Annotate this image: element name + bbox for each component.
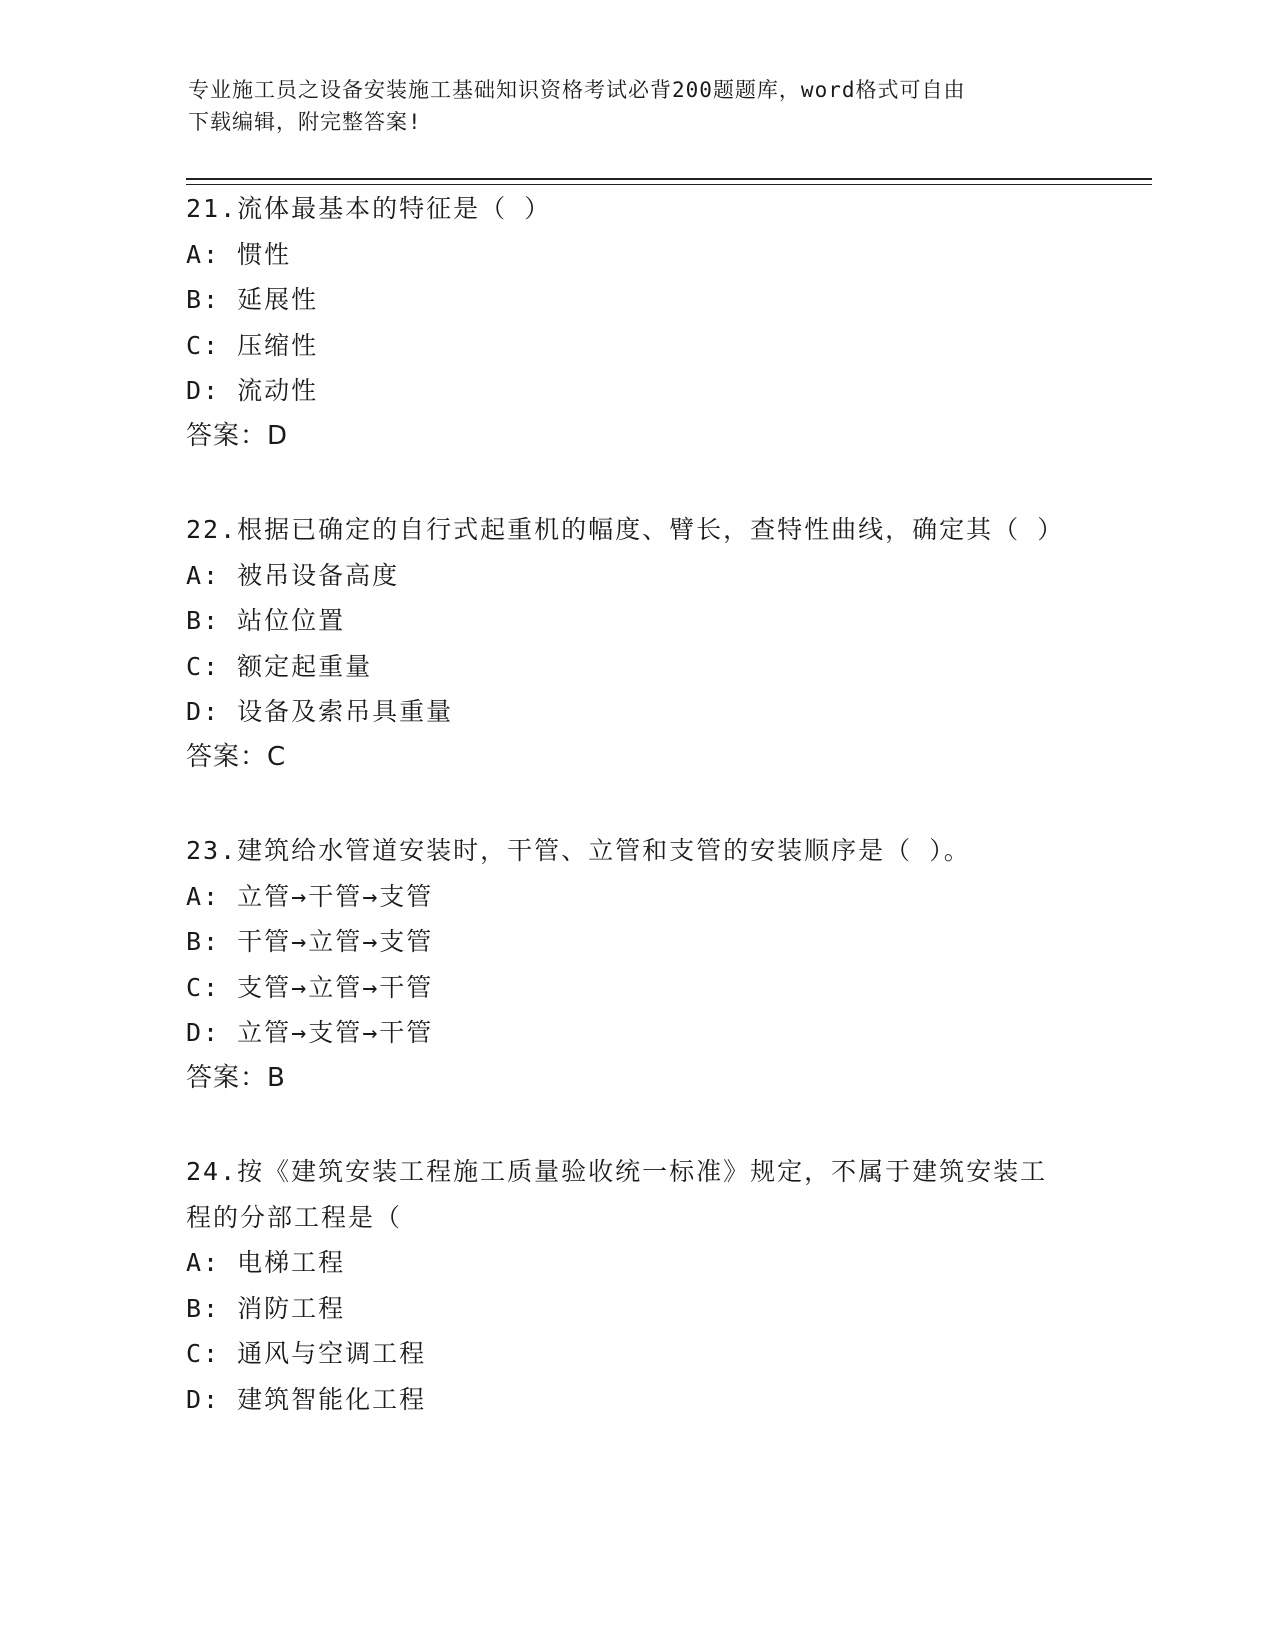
question-list [186, 186, 1086, 1470]
option-c: C: 压缩性 [186, 330, 319, 360]
option-d: D: 立管→支管→干管 [186, 1018, 434, 1047]
question-21 [186, 186, 1086, 459]
question-stem: 22.根据已确定的自行式起重机的幅度、臂长，查特性曲线，确定其（ ） [186, 515, 1065, 544]
question-stem: 24.按《建筑安装工程施工质量验收统一标准》规定，不属于建筑安装工程的分部工程是（ [186, 1157, 1048, 1232]
option-a: A: 电梯工程 [186, 1248, 346, 1277]
header-divider-thin [186, 184, 1152, 185]
option-d: D: 建筑智能化工程 [186, 1384, 427, 1414]
answer-line: 答案：C [186, 741, 287, 772]
answer-line: 答案：D [186, 420, 289, 451]
header-line-1: 专业施工员之设备安装施工基础知识资格考试必背200题题库，word格式可自由 [188, 78, 966, 102]
question-stem: 23.建筑给水管道安装时，干管、立管和支管的安装顺序是（ ）。 [186, 836, 971, 865]
question-22 [186, 507, 1086, 780]
option-a: A: 被吊设备高度 [186, 560, 400, 590]
option-b: B: 消防工程 [186, 1293, 346, 1323]
option-d: D: 设备及索吊具重量 [186, 697, 454, 726]
document-header [188, 74, 1088, 138]
option-b: B: 延展性 [186, 285, 319, 314]
option-c: C: 支管→立管→干管 [186, 972, 434, 1002]
question-stem: 21.流体最基本的特征是（ ） [186, 194, 552, 223]
header-line-2: 下载编辑，附完整答案! [188, 110, 422, 134]
option-b: B: 干管→立管→支管 [186, 927, 434, 956]
option-c: C: 额定起重量 [186, 651, 373, 681]
question-24 [186, 1149, 1086, 1422]
option-b: B: 站位位置 [186, 606, 346, 635]
answer-line: 答案：B [186, 1062, 286, 1093]
option-d: D: 流动性 [186, 376, 319, 405]
option-a: A: 立管→干管→支管 [186, 881, 434, 911]
header-divider-thick [186, 178, 1152, 180]
option-a: A: 惯性 [186, 239, 292, 269]
question-23 [186, 828, 1086, 1101]
option-c: C: 通风与空调工程 [186, 1339, 427, 1368]
